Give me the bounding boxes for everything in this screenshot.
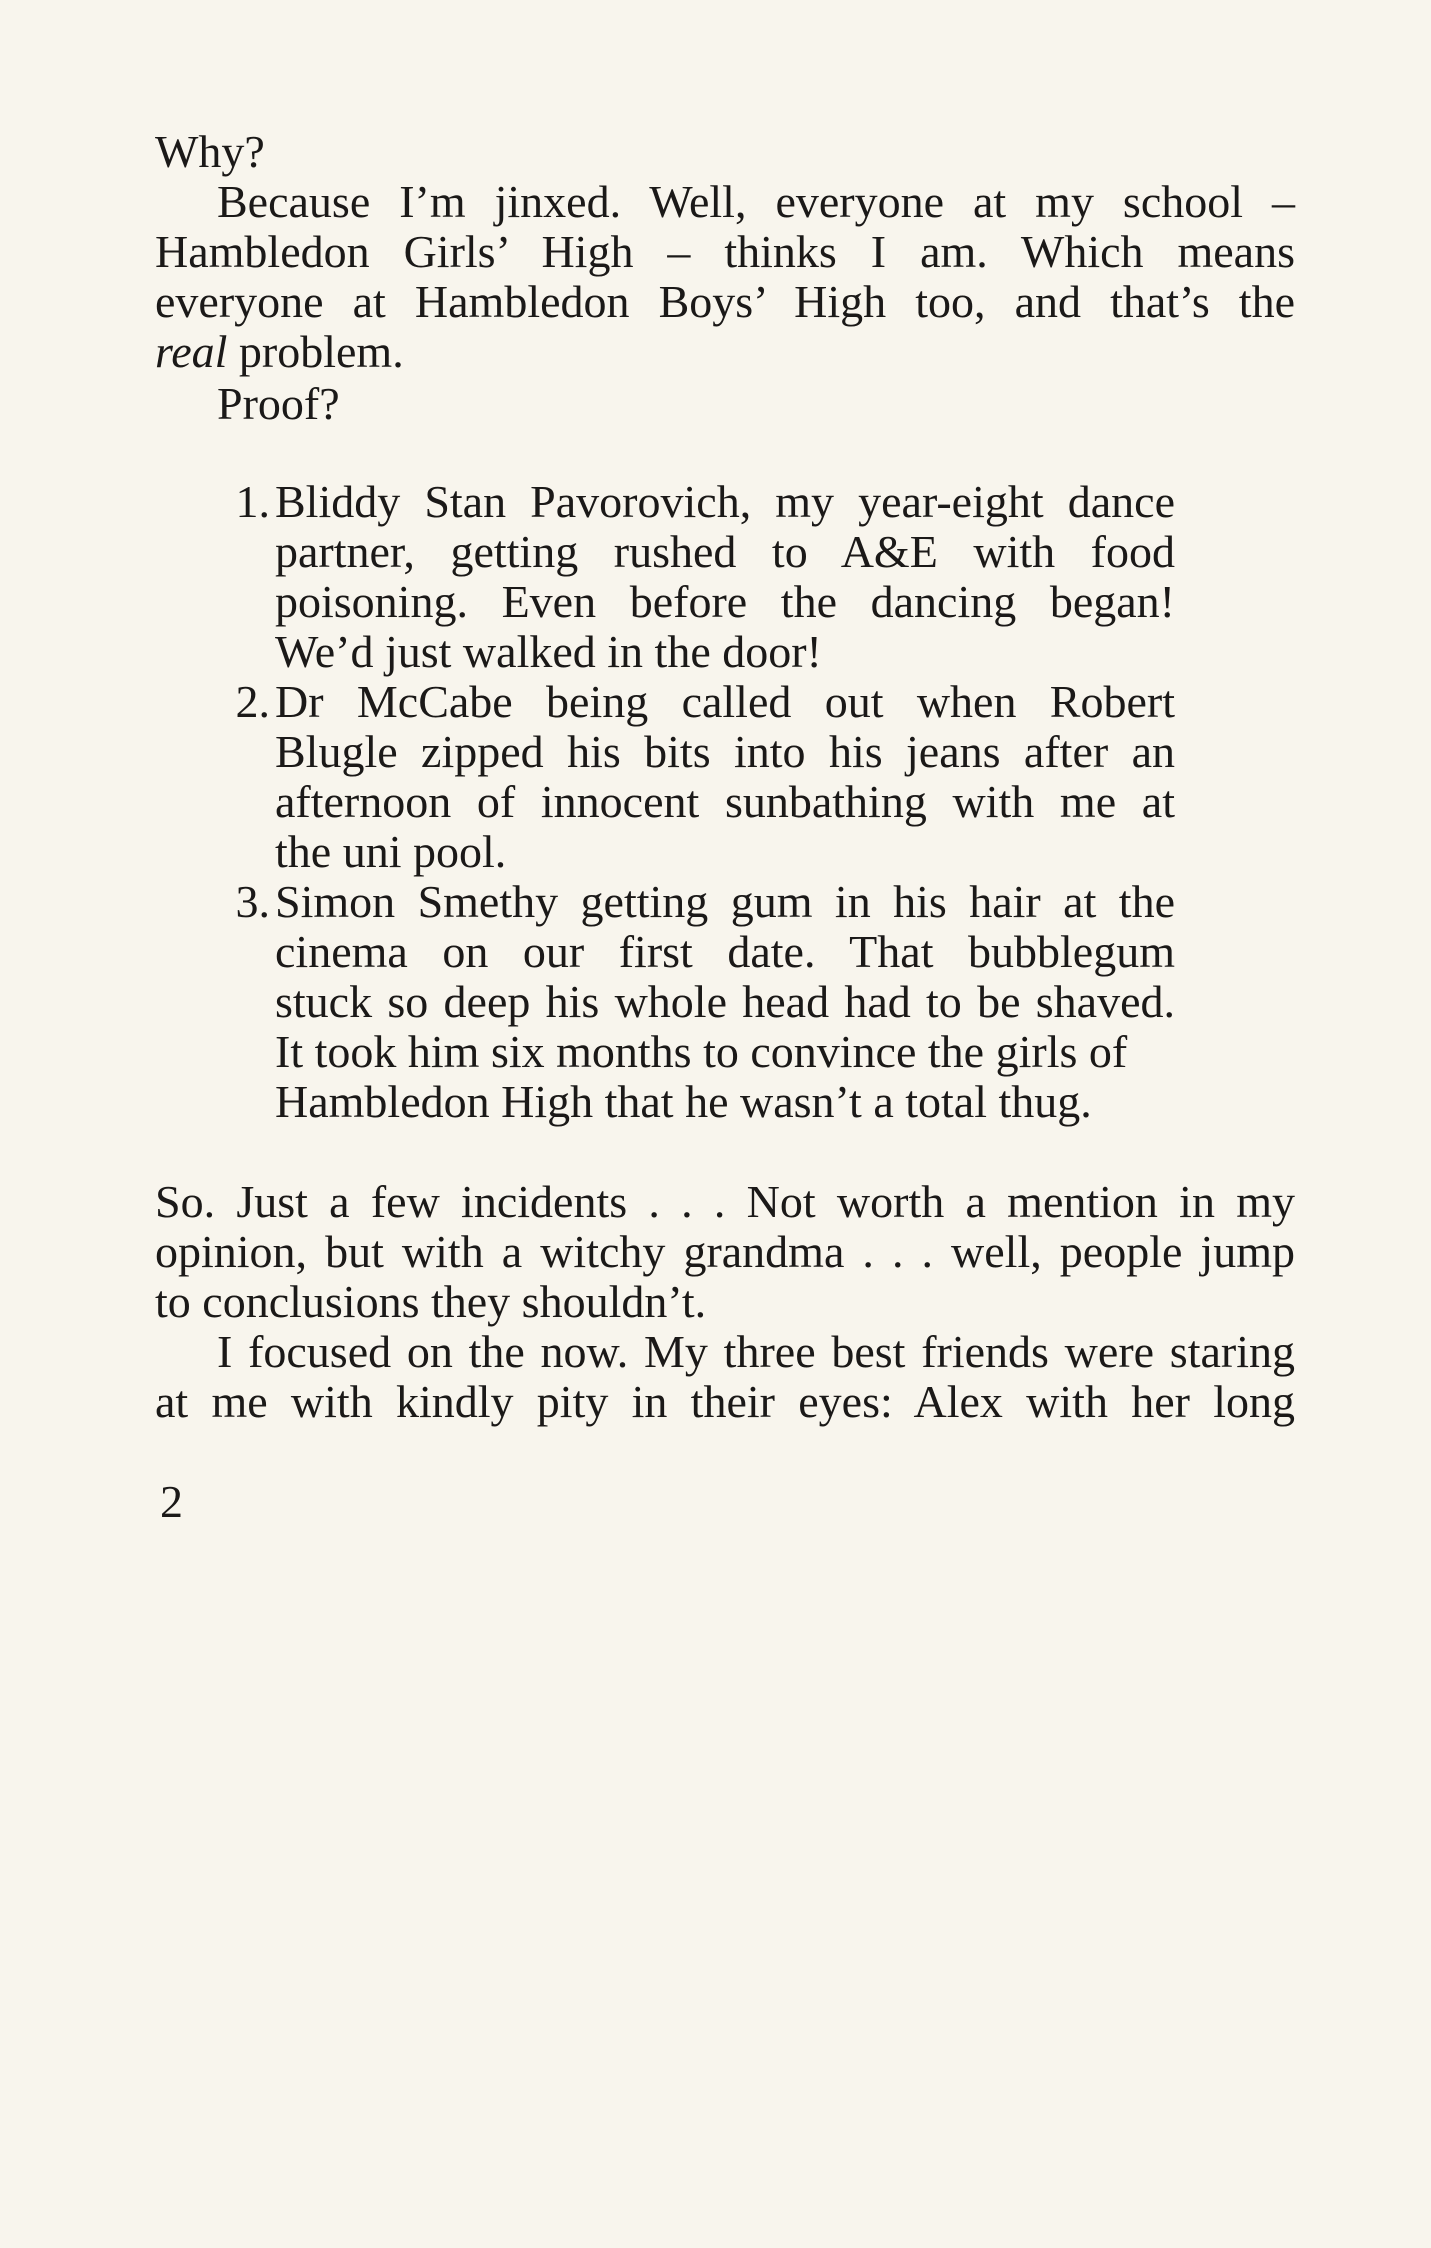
conclusion-line-3: to conclusions they shouldn’t. (155, 1276, 707, 1327)
list-line: partner, getting rushed to A&E with food (275, 526, 1175, 577)
why-line: Why? (155, 126, 265, 177)
list-line: Blugle zipped his bits into his jeans after an (275, 726, 1175, 777)
proof-line: Proof? (217, 378, 340, 429)
because-line-1: Because I’m jinxed. Well, everyone at my school – (217, 176, 1295, 227)
list-line: poisoning. Even before the dancing began! (275, 576, 1175, 627)
conclusion-line-1: So. Just a few incidents . . . Not worth a mention in my (155, 1176, 1295, 1227)
list-number: 2. (235, 676, 270, 727)
real-emphasis: real (155, 326, 228, 377)
list-line: the uni pool. (275, 826, 507, 877)
list-line: Simon Smethy getting gum in his hair at the (275, 876, 1175, 927)
conclusion-line-2: opinion, but with a witchy grandma . . . well, people jump (155, 1226, 1295, 1277)
list-line: We’d just walked in the door! (275, 626, 822, 677)
focus-line-2: at me with kindly pity in their eyes: Alex with her long (155, 1376, 1295, 1427)
because-line-3: everyone at Hambledon Boys’ High too, and that’s the (155, 276, 1295, 327)
list-line: stuck so deep his whole head had to be shaved. (275, 976, 1175, 1027)
because-line-2: Hambledon Girls’ High – thinks I am. Which means (155, 226, 1295, 277)
list-line: It took him six months to convince the girls of (275, 1026, 1128, 1077)
list-number: 1. (235, 476, 270, 527)
list-line: afternoon of innocent sunbathing with me at (275, 776, 1175, 827)
list-line: Hambledon High that he wasn’t a total thug. (275, 1076, 1092, 1127)
real-problem-rest: problem. (227, 326, 404, 377)
focus-line-1: I focused on the now. My three best friends were staring (217, 1326, 1295, 1377)
list-number: 3. (235, 876, 270, 927)
list-line: Bliddy Stan Pavorovich, my year-eight dance (275, 476, 1175, 527)
list-line: Dr McCabe being called out when Robert (275, 676, 1175, 727)
list-line: cinema on our first date. That bubblegum (275, 926, 1175, 977)
page-number: 2 (160, 1476, 183, 1527)
